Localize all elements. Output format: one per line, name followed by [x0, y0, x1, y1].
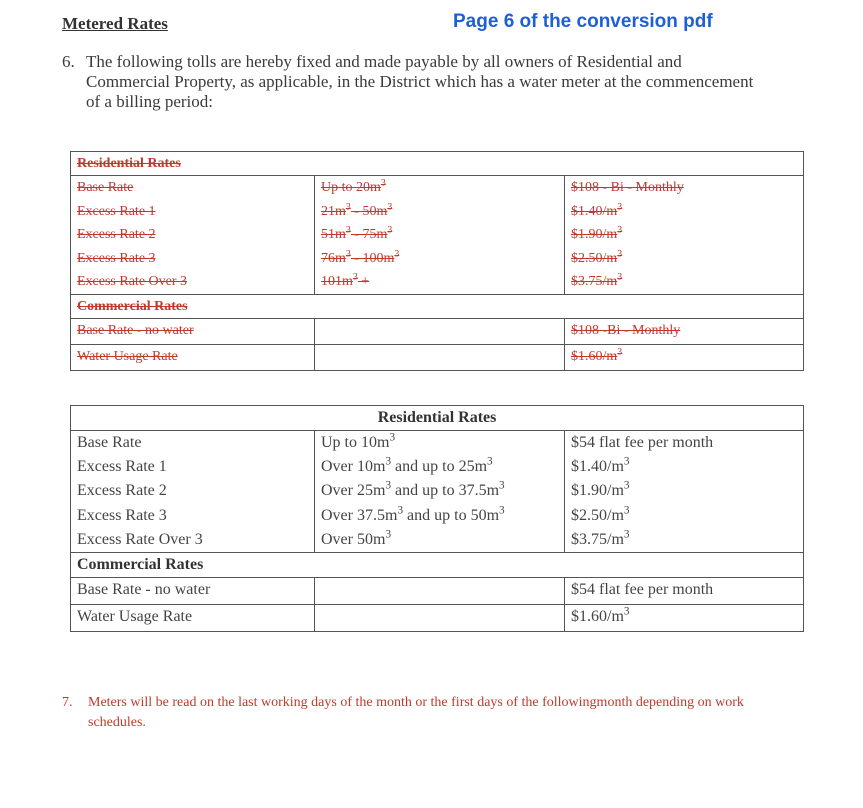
old-commercial-header: Commercial Rates	[71, 294, 804, 318]
new-range-3: Over $37.5m^3$ and up to $50m^3$	[321, 504, 505, 524]
old-commercial-label: Water Usage Rate	[71, 344, 315, 370]
item-7-text: Meters will be read on the last working days of the month or the first days of the followingmonth depending on work schedules.	[88, 695, 744, 730]
new-commercial-row	[71, 578, 804, 605]
new-commercial-row	[71, 605, 804, 632]
new-rate-2: $\$1.90/m^3$	[571, 480, 630, 500]
new-rate-3: $\$2.50/m^3$	[571, 504, 630, 524]
old-commercial-row	[71, 318, 804, 344]
old-rates-table	[70, 151, 804, 371]
section-heading: Metered Rates	[62, 14, 168, 33]
old-range-3: $76m^3 - 100m^3$	[321, 247, 400, 266]
old-commercial-row	[71, 344, 804, 370]
item-6-text: The following tolls are hereby fixed and made payable by all owners of Residential and Commercial Property, as applicable, in the District which has a water meter at the commencement of a billing period:	[86, 52, 754, 111]
old-range-1: $21m^3 - 50m^3$	[321, 200, 393, 219]
new-rates-table	[70, 405, 804, 632]
item-6-number: 6.	[62, 52, 75, 71]
old-label-excess-rate-over-3: Excess Rate Over 3	[77, 274, 188, 289]
new-commercial-label: Base Rate - no water	[71, 578, 315, 605]
new-commercial-rate: $\$1.60/m^3$	[565, 605, 804, 632]
old-rate-1: $\$1.40/m^3$	[571, 200, 623, 219]
new-range-1: Over $10m^3$ and up to $25m^3$	[321, 455, 493, 476]
new-commercial-range	[315, 605, 565, 632]
old-label-excess-rate-2: Excess Rate 2	[77, 227, 156, 242]
item-7-number: 7.	[62, 695, 73, 710]
new-label-excess-rate-2: Excess Rate 2	[77, 482, 167, 500]
new-commercial-label: Water Usage Rate	[71, 605, 315, 632]
old-commercial-range	[315, 344, 565, 370]
new-label-excess-rate-3: Excess Rate 3	[77, 506, 167, 524]
new-range-2: Over $25m^3$ and up to $37.5m^3$	[321, 480, 505, 500]
new-rate-base: $54 flat fee per month	[571, 434, 714, 451]
old-range-2: $51m^3 - 75m^3$	[321, 224, 393, 242]
new-rate-1: $\$1.40/m^3$	[571, 455, 630, 476]
new-commercial-range	[315, 578, 565, 605]
new-residential-header: Residential Rates	[71, 406, 804, 431]
new-range-over-3: Over $50m^3$	[321, 528, 392, 548]
old-residential-rates-cell	[565, 176, 804, 295]
new-residential-rates-cell	[565, 431, 804, 553]
new-rate-over-3: $\$3.75/m^3$	[571, 528, 630, 548]
new-residential-labels-cell	[71, 431, 315, 553]
old-residential-header: Residential Rates	[71, 152, 804, 176]
old-range-base: Up to $20m^3$	[321, 177, 386, 195]
new-residential-ranges-cell	[315, 431, 565, 553]
old-label-excess-rate-3: Excess Rate 3	[77, 250, 156, 266]
new-label-base-rate: Base Rate	[77, 434, 142, 451]
old-residential-labels-cell	[71, 176, 315, 295]
old-residential-ranges-cell	[315, 176, 565, 295]
old-commercial-rate: $108 -Bi - Monthly	[565, 318, 804, 344]
new-commercial-header: Commercial Rates	[71, 553, 804, 578]
old-label-excess-rate-1: Excess Rate 1	[77, 203, 156, 219]
new-label-excess-rate-over-3: Excess Rate Over 3	[77, 530, 203, 548]
old-commercial-label: Base Rate - no water	[71, 318, 315, 344]
old-range-over-3: $101m^3$ +	[321, 271, 370, 289]
page-reference-label: Page 6 of the conversion pdf	[453, 11, 713, 32]
old-commercial-rate: $\$1.60/m^3$	[565, 344, 804, 370]
old-rate-2: $\$1.90/m^3$	[571, 224, 623, 242]
new-commercial-rate: $54 flat fee per month	[565, 578, 804, 605]
old-commercial-range	[315, 318, 565, 344]
old-rate-3: $\$2.50/m^3$	[571, 247, 623, 266]
old-rate-over-3: $\$3.75/m^3$	[571, 271, 623, 289]
old-label-base-rate: Base Rate	[77, 180, 134, 195]
new-label-excess-rate-1: Excess Rate 1	[77, 458, 167, 476]
old-rate-base: $108 - Bi - Monthly	[571, 180, 684, 195]
new-range-base: Up to $10m^3$	[321, 431, 396, 451]
